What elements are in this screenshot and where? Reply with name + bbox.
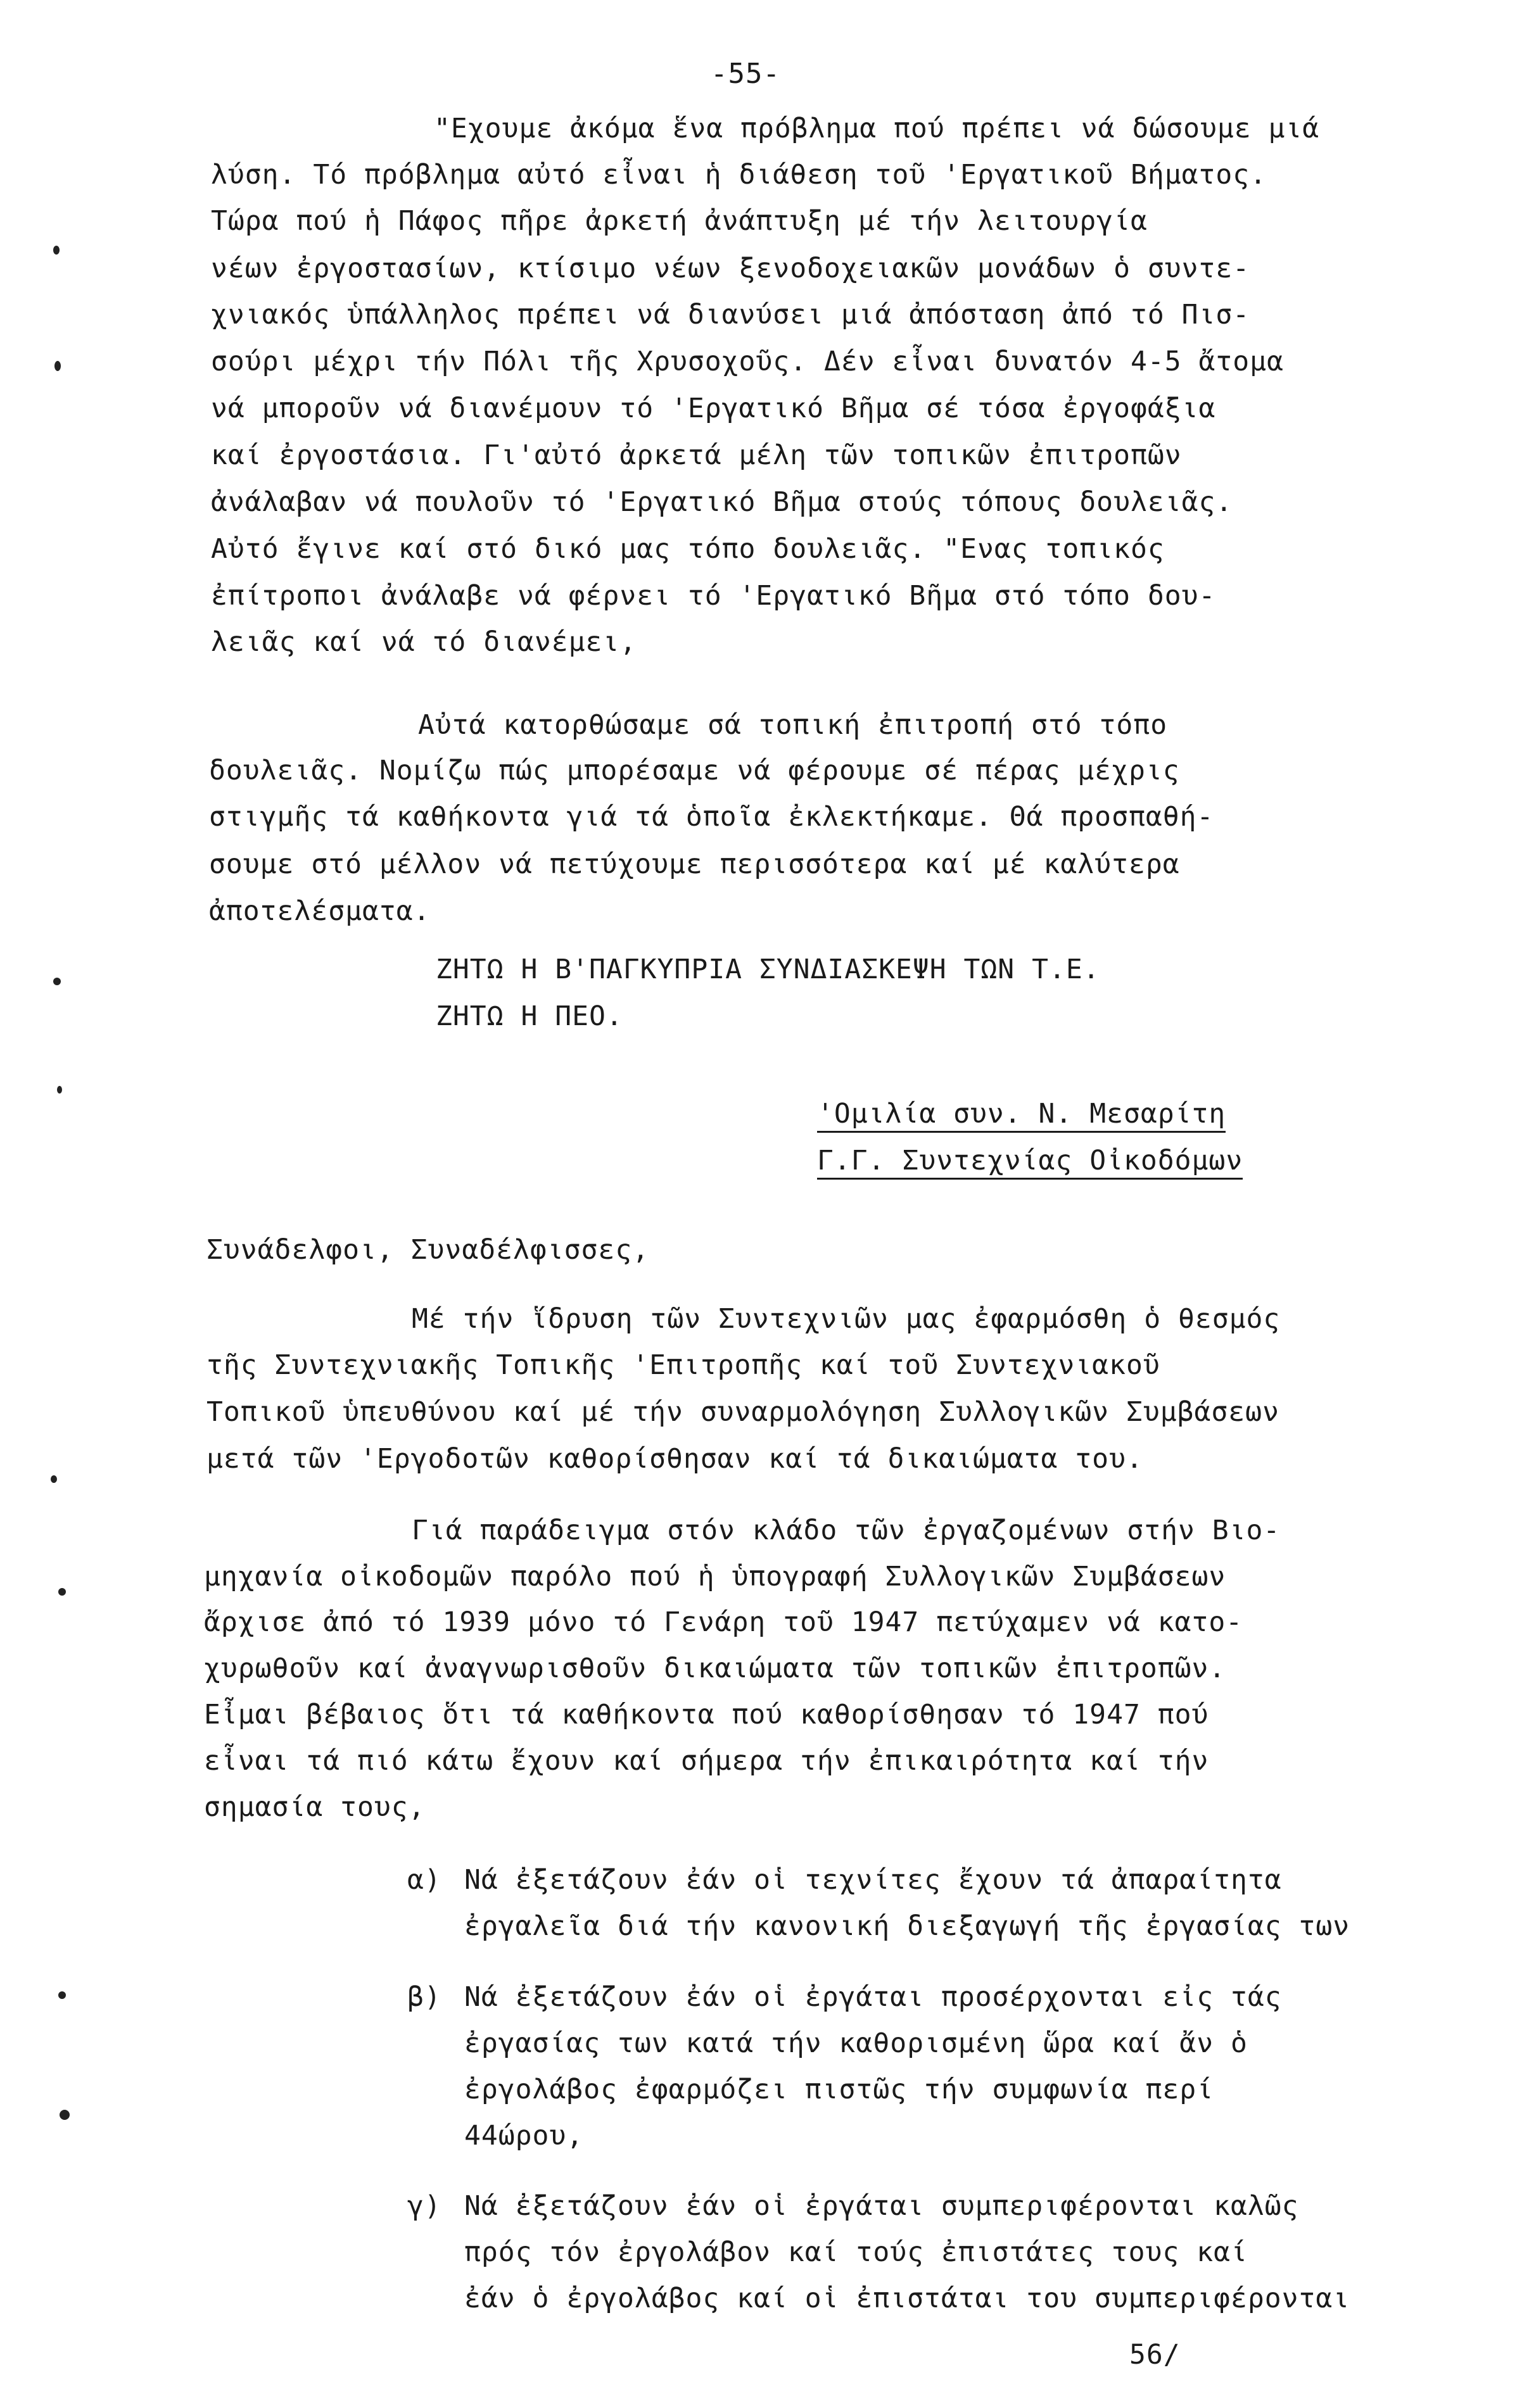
page-number: -55-	[711, 58, 780, 90]
para1-line: Τώρα πού ἡ Πάφος πῆρε ἀρκετή ἀνάπτυξη μέ τήν λειτουργία	[211, 205, 1148, 237]
para1-line: λειᾶς καί νά τό διανέμει,	[211, 626, 637, 658]
speech-title-line1	[817, 1095, 1226, 1132]
para1-line: καί ἐργοστάσια. Γι'αὐτό ἀρκετά μέλη τῶν τοπικῶν ἐπιτροπῶν	[211, 439, 1182, 471]
para2-line: δουλειᾶς. Νομίζω πώς μπορέσαμε νά φέρουμε σέ πέρας μέχρις	[209, 755, 1180, 786]
para4-line: Γιά παράδειγμα στόν κλάδο τῶν ἐργαζομένων στήν Βιο-	[412, 1515, 1281, 1546]
scan-artifact	[58, 1588, 66, 1596]
list-item-line: ἐργασίας των κατά τήν καθορισμένη ὥρα καί ἄν ὁ	[464, 2027, 1248, 2059]
next-page-number: 56/	[1129, 2339, 1181, 2371]
scan-artifact	[60, 2110, 70, 2120]
list-marker: γ)	[407, 2190, 441, 2222]
para4-line: Εἶμαι βέβαιος ὅτι τά καθήκοντα πού καθορίσθησαν τό 1947 πού	[204, 1699, 1209, 1730]
para1-line: "Εχουμε ἀκόμα ἕνα πρόβλημα πού πρέπει νά δώσουμε μιά	[434, 113, 1320, 144]
para1-line: νά μποροῦν νά διανέμουν τό 'Εργατικό Βῆμα σέ τόσα ἐργοφάξια	[211, 393, 1216, 424]
para4-line: εἶναι τά πιό κάτω ἔχουν καί σήμερα τήν ἐπικαιρότητα καί τήν	[204, 1745, 1209, 1777]
slogan: ΖΗΤΩ Η Β'ΠΑΓΚΥΠΡΙΑ ΣΥΝΔΙΑΣΚΕΨΗ ΤΩΝ Τ.Ε.	[436, 954, 1100, 985]
para1-line: ἐπίτροποι ἀνάλαβε νά φέρνει τό 'Εργατικό Βῆμα στό τόπο δου-	[211, 580, 1216, 612]
para1-line: νέων ἐργοστασίων, κτίσιμο νέων ξενοδοχειακῶν μονάδων ὁ συντε-	[211, 253, 1250, 284]
para3-line: Τοπικοῦ ὑπευθύνου καί μέ τήν συναρμολόγηση Συλλογικῶν Συμβάσεων	[206, 1396, 1279, 1428]
scan-artifact	[54, 361, 61, 371]
para2-line: Αὐτά κατορθώσαμε σά τοπική ἐπιτροπή στό τόπο	[418, 709, 1168, 741]
para4-line: σημασία τους,	[204, 1791, 426, 1823]
para1-line: χνιακός ὑπάλληλος πρέπει νά διανύσει μιά ἀπόσταση ἀπό τό Πισ-	[211, 299, 1250, 331]
para1-line: ἀνάλαβαν νά πουλοῦν τό 'Εργατικό Βῆμα στούς τόπους δουλειᾶς.	[211, 486, 1233, 518]
para3-line: τῆς Συντεχνιακῆς Τοπικῆς 'Επιτροπῆς καί τοῦ Συντεχνιακοῦ	[206, 1349, 1160, 1381]
para1-line: λύση. Τό πρόβλημα αὐτό εἶναι ἡ διάθεση τοῦ 'Εργατικοῦ Βήματος.	[211, 159, 1267, 191]
speech-title-text: Γ.Γ. Συντεχνίας Οἰκοδόμων	[817, 1145, 1243, 1180]
para3-line: μετά τῶν 'Εργοδοτῶν καθορίσθησαν καί τά δικαιώματα του.	[206, 1443, 1143, 1475]
speech-title-line2	[817, 1142, 1243, 1179]
para4-line: μηχανία οἰκοδομῶν παρόλο πού ἡ ὑπογραφή Συλλογικῶν Συμβάσεων	[204, 1561, 1226, 1592]
para2-line: σουμε στό μέλλον νά πετύχουμε περισσότερα καί μέ καλύτερα	[209, 848, 1180, 880]
scan-artifact	[53, 978, 61, 985]
salutation: Συνάδελφοι, Συναδέλφισσες,	[206, 1234, 650, 1266]
para1-line: Αὐτό ἔγινε καί στό δικό μας τόπο δουλειᾶς. "Ενας τοπικός	[211, 533, 1165, 565]
list-item-line: ἐάν ὁ ἐργολάβος καί οἱ ἐπιστάται του συμπεριφέρονται	[464, 2283, 1350, 2314]
list-item-line: ἐργολάβος ἐφαρμόζει πιστῶς τήν συμφωνία περί	[464, 2074, 1214, 2105]
list-item-line: 44ώρου,	[464, 2120, 584, 2152]
para3-line: Μέ τήν ἵδρυση τῶν Συντεχνιῶν μας ἐφαρμόσθη ὁ θεσμός	[412, 1303, 1281, 1335]
scan-artifact	[58, 1991, 66, 1999]
list-item-line: Νά ἐξετάζουν ἐάν οἱ τεχνίτες ἔχουν τά ἀπαραίτητα	[464, 1864, 1282, 1896]
scan-artifact	[53, 246, 60, 255]
list-item-line: πρός τόν ἐργολάβον καί τούς ἐπιστάτες τους καί	[464, 2236, 1248, 2268]
para1-line: σούρι μέχρι τήν Πόλι τῆς Χρυσοχοῦς. Δέν εἶναι δυνατόν 4-5 ἄτομα	[211, 346, 1284, 377]
para4-line: χυρωθοῦν καί ἀναγνωρισθοῦν δικαιώματα τῶν τοπικῶν ἐπιτροπῶν.	[204, 1653, 1226, 1684]
list-marker: α)	[407, 1864, 441, 1896]
list-item-line: Νά ἐξετάζουν ἐάν οἱ ἐργάται προσέρχονται εἰς τάς	[464, 1981, 1282, 2013]
list-marker: β)	[407, 1981, 441, 2013]
para2-line: ἀποτελέσματα.	[209, 895, 431, 927]
para2-line: στιγμῆς τά καθήκοντα γιά τά ὁποῖα ἐκλεκτήκαμε. Θά προσπαθή-	[209, 801, 1214, 833]
list-item-line: ἐργαλεῖα διά τήν κανονική διεξαγωγή τῆς ἐργασίας των	[464, 1910, 1350, 1942]
slogan: ΖΗΤΩ Η ΠΕΟ.	[436, 1000, 623, 1032]
list-item-line: Νά ἐξετάζουν ἐάν οἱ ἐργάται συμπεριφέρονται καλῶς	[464, 2190, 1299, 2222]
speech-title-text: 'Ομιλία συν. Ν. Μεσαρίτη	[817, 1098, 1226, 1133]
scan-artifact	[51, 1475, 57, 1483]
para4-line: ἄρχισε ἀπό τό 1939 μόνο τό Γενάρη τοῦ 1947 πετύχαμεν νά κατο-	[204, 1606, 1243, 1638]
scan-artifact	[57, 1086, 62, 1094]
